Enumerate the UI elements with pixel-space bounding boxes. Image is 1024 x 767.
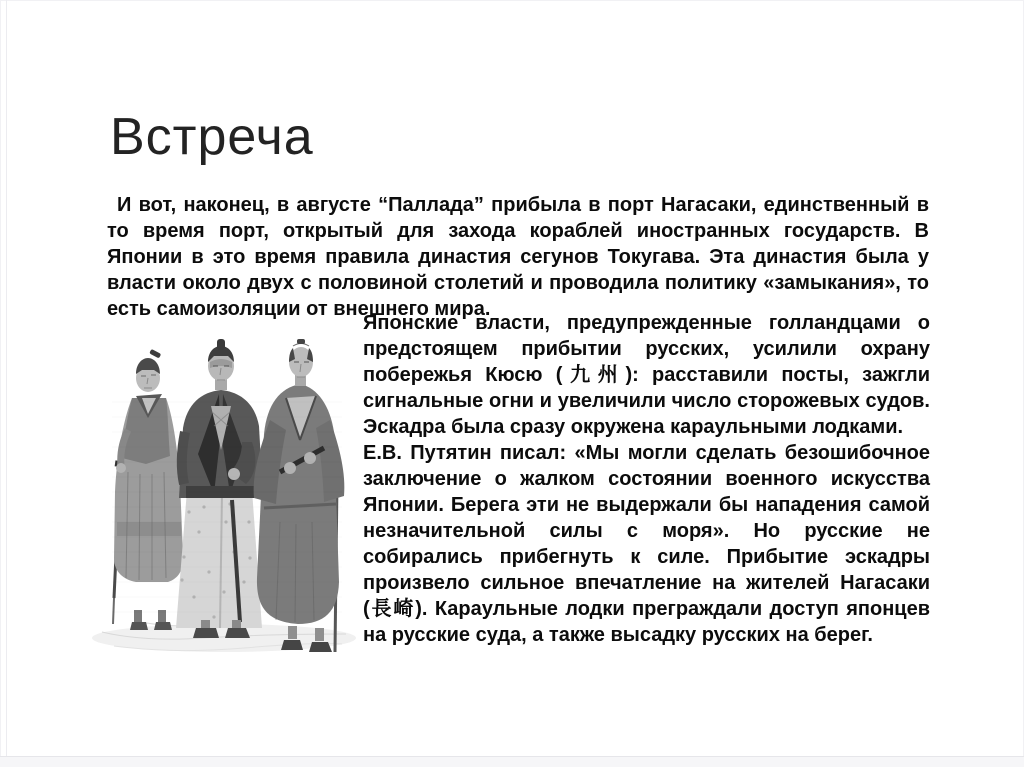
- intro-paragraph: И вот, наконец, в августе “Паллада” прибыла в порт Нагасаки, единственный в то время порт, открытый для захода кораблей иностранных государств. В Японии в это время правила династия сегунов Токугава. Эта династия была у власти около двух с половиной столетий и проводила политику «замыкания», то есть самоизоляции от внешнего мира.: [107, 194, 929, 320]
- samurai-figure-center: [176, 339, 263, 638]
- samurai-engraving-icon: [84, 322, 366, 658]
- paragraph-putyatin-quote: Е.В. Путятин писал: «Мы могли сделать безошибочное заключение о жалком состоянии военного искусства Японии. Берега эти не выдержали бы нападения самой незначительной силы с моря». Но русские не собирались прибегнуть к силе. Прибытие эскадры произвело сильное впечатление на жителей Нагасаки (長崎). Караульные лодки преграждали доступ японцев на русские суда, а также высадку русских на берег.: [363, 442, 930, 646]
- samurai-figure-right: [254, 339, 345, 652]
- page-title: Встреча: [110, 107, 314, 166]
- right-text-column: [363, 310, 930, 648]
- samurai-illustration: [84, 322, 366, 658]
- samurai-figure-left: [113, 349, 183, 630]
- paragraph-japanese-authorities: Японские власти, предупрежденные голландцами о предстоящем прибытии русских, усилили охрану побережья Кюсю (九州): расставили посты, зажгли сигнальные огни и увеличили число сторожевых судов. Эскадра была сразу окружена караульными лодками.: [363, 312, 930, 438]
- slide-bottom-border: [0, 756, 1024, 767]
- slide-left-border: [6, 0, 7, 767]
